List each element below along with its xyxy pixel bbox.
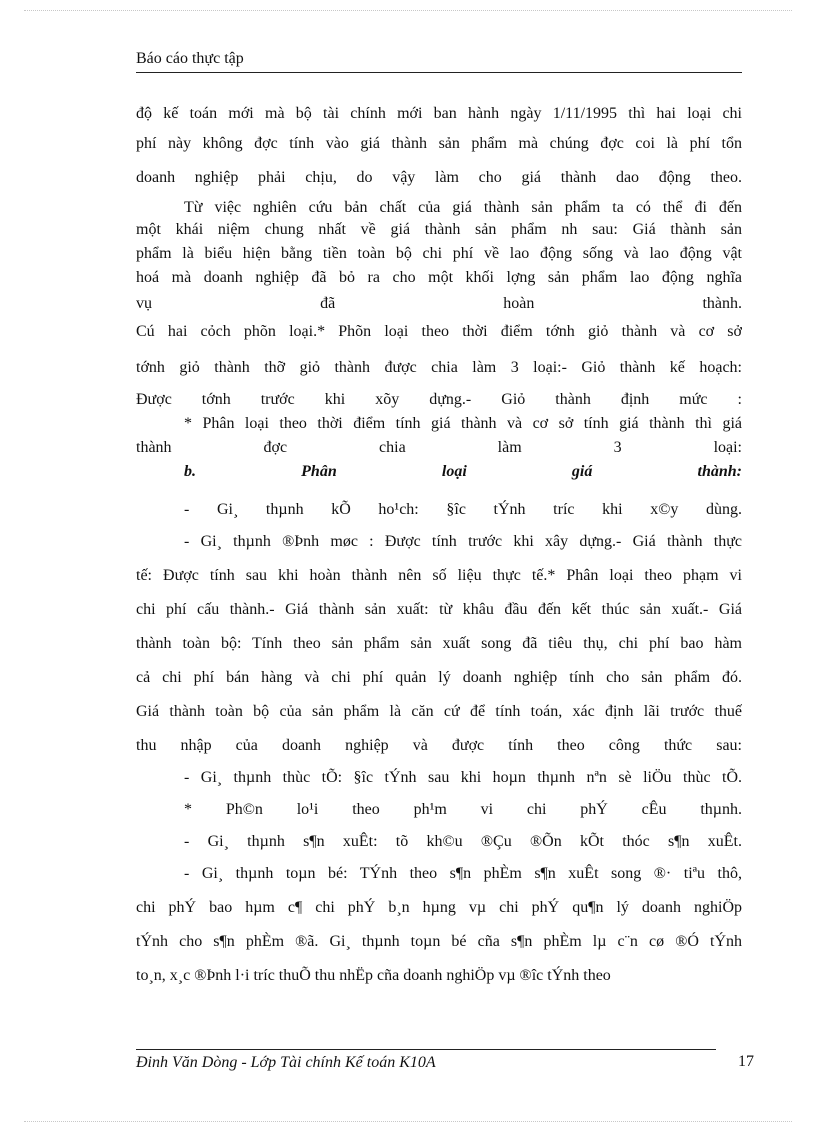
text-line: thành toàn bộ: Tính theo sản phẩm sản xuất song đã tiêu thụ, chi phí bao hàm [136, 635, 742, 652]
text-line: Được tớnh trước khi xõy dựng.- Giỏ thành định mức : [136, 391, 742, 408]
text-line: thành đợc chia làm 3 loại: [136, 439, 742, 456]
text-line: - Gi¸ thµnh toµn bé: TÝnh theo s¶n phÈm s¶n xuÊt song ®· tiªu thô, [184, 865, 742, 882]
text-line: - Gi¸ thµnh s¶n xuÊt: tõ kh©u ®Çu ®Õn kÕt thóc s¶n xuÊt. [184, 833, 742, 850]
text-line: phẩm là biểu hiện bằng tiền toàn bộ chi phí về lao động sống và lao động vật [136, 245, 742, 262]
text-line: Giá thành toàn bộ của sản phẩm là căn cứ để tính toán, xác định lãi trước thuế [136, 703, 742, 720]
text-line: hoá mà doanh nghiệp đã bỏ ra cho một khối lợng sản phẩm lao động nghĩa [136, 269, 742, 286]
text-line: - Gi¸ thµnh kÕ ho¹ch: §îc tÝnh tríc khi x©y dùng. [184, 501, 742, 518]
text-line: to¸n, x¸c ®Þnh l·i tríc thuÕ thu nhËp cña doanh nghiÖp vµ ®îc tÝnh theo [136, 967, 611, 984]
header-rule [136, 72, 742, 73]
footer-author: Đinh Văn Dòng - Lớp Tài chính Kế toán K10A [136, 1054, 436, 1071]
text-line: chi phÝ bao hµm c¶ chi phÝ b¸n hµng vµ chi phÝ qu¶n lý doanh nghiÖp [136, 899, 742, 916]
page-number: 17 [738, 1053, 754, 1070]
text-line: độ kế toán mới mà bộ tài chính mới ban hành ngày 1/11/1995 thì hai loại chi [136, 105, 742, 122]
text-line: * Phân loại theo thời điểm tính giá thành và cơ sở tính giá thành thì giá [184, 415, 742, 432]
text-line: tớnh giỏ thành thỡ giỏ thành được chia làm 3 loại:- Giỏ thành kế hoạch: [136, 359, 742, 376]
text-line: Cú hai cỏch phõn loại.* Phõn loại theo thời điểm tớnh giỏ thành và cơ sở [136, 323, 742, 340]
text-line: tế: Được tính sau khi hoàn thành nên số liệu thực tế.* Phân loại theo phạm vi [136, 567, 742, 584]
text-line: phí này không đợc tính vào giá thành sản phẩm mà chúng đợc coi là phí tổn [136, 135, 742, 152]
text-line: - Gi¸ thµnh thùc tÕ: §îc tÝnh sau khi hoµn thµnh nªn sè liÖu thùc tÕ. [184, 769, 742, 786]
text-line: chi phí cấu thành.- Giá thành sản xuất: từ khâu đầu đến kết thúc sản xuất.- Giá [136, 601, 742, 618]
footer-rule [136, 1049, 716, 1050]
running-header: Báo cáo thực tập [136, 50, 244, 67]
body-text [136, 100, 742, 987]
text-line: thu nhập của doanh nghiệp và được tính theo công thức sau: [136, 737, 742, 754]
text-line: * Ph©n lo¹i theo ph¹m vi chi phÝ cÊu thµnh. [184, 801, 742, 818]
text-line: tÝnh cho s¶n phÈm ®ã. Gi¸ thµnh toµn bé cña s¶n phÈm lµ c¨n cø ®Ó tÝnh [136, 933, 742, 950]
text-line: Từ việc nghiên cứu bản chất của giá thành sản phẩm ta có thể đi đến [184, 199, 742, 216]
text-line: cả chi phí bán hàng và chi phí quản lý doanh nghiệp tính cho sản phẩm đó. [136, 669, 742, 686]
text-line: - Gi¸ thµnh ®Þnh møc : Được tính trước khi xây dựng.- Giá thành thực [184, 533, 742, 550]
section-heading: b. Phân loại giá thành: [184, 463, 742, 480]
text-line: một khái niệm chung nhất về giá thành sản phẩm nh sau: Giá thành sản [136, 221, 742, 238]
text-line: vụ đã hoàn thành. [136, 295, 742, 312]
text-line: doanh nghiệp phải chịu, do vậy làm cho giá thành dao động theo. [136, 169, 742, 186]
